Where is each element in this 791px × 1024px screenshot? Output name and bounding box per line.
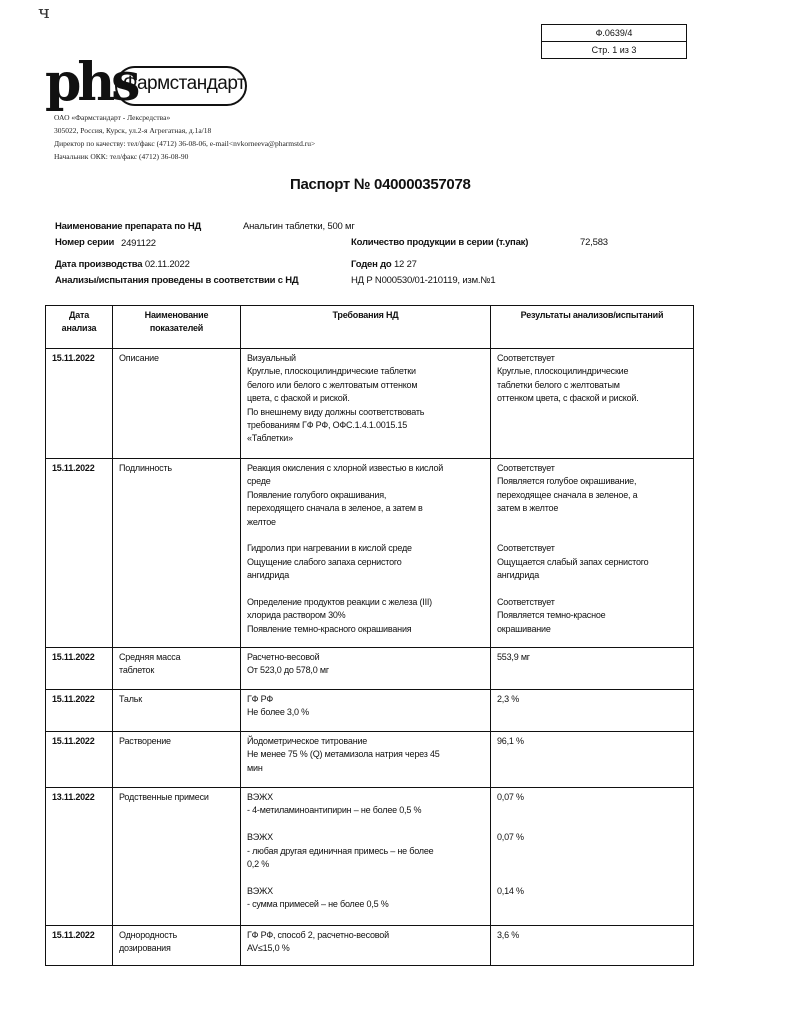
- form-code: Ф.0639/4: [542, 25, 686, 42]
- analysis-value: НД Р N000530/01-210119, изм.№1: [351, 275, 496, 286]
- results-table: [45, 305, 694, 966]
- result: 2,3 %: [491, 690, 694, 732]
- table-row: [46, 732, 694, 788]
- analysis-date: 13.11.2022: [46, 788, 113, 926]
- analysis-date: 15.11.2022: [46, 459, 113, 648]
- header-results: Результаты анализов/испытаний: [491, 306, 694, 349]
- requirement: ГФ РФ Не более 3,0 %: [241, 690, 491, 732]
- table-row: [46, 648, 694, 690]
- requirement: Реакция окисления с хлорной известью в кислой среде Появление голубого окрашивания, переходящего сначала в зеленое, а затем в желтое Гидролиз при нагревании в кислой среде Ощущение слабого запаха сернистого ангидрида Определение продуктов реакции с железа (III) хлорида раствором 30% Появление темно-красного окрашивания: [241, 459, 491, 648]
- prod-date-label: Дата производства: [55, 259, 143, 270]
- qty-value: 72,583: [580, 237, 608, 248]
- indicator-name: Средняя масса таблеток: [113, 648, 241, 690]
- company-address: 305022, Россия, Курск, ул.2-я Агрегатная, д.1а/18: [54, 126, 212, 135]
- production-date: [55, 259, 190, 270]
- page-title: Паспорт № 040000357078: [290, 176, 471, 193]
- company-director: Директор по качеству: тел/факс (4712) 36-08-06, e-mail<nvkorneeva@pharmstd.ru>: [54, 139, 316, 148]
- handwritten-mark: ч: [38, 2, 50, 23]
- table-body: [46, 349, 694, 966]
- table-row: [46, 349, 694, 459]
- expiry-date: [351, 259, 417, 270]
- header-date: Дата анализа: [46, 306, 113, 349]
- table-row: [46, 926, 694, 966]
- table-row: [46, 459, 694, 648]
- analysis-date: 15.11.2022: [46, 349, 113, 459]
- expiry-label: Годен до: [351, 259, 392, 270]
- page-number: Стр. 1 из 3: [591, 45, 637, 55]
- analysis-date: 15.11.2022: [46, 926, 113, 966]
- analysis-date: 15.11.2022: [46, 648, 113, 690]
- drug-value: Анальгин таблетки, 500 мг: [243, 221, 355, 232]
- indicator-name: Описание: [113, 349, 241, 459]
- drug-label: Наименование препарата по НД: [55, 221, 202, 232]
- form-code-box: [541, 24, 687, 59]
- expiry-value: 12 27: [393, 259, 417, 270]
- table-row: [46, 788, 694, 926]
- requirement: Визуальный Круглые, плоскоцилиндрические таблетки белого или белого с желтоватым оттенком цвета, с фаской и риской. По внешнему виду должны соответствовать требованиям ГФ РФ, ОФС.1.4.1.0015.15 «Таблетки»: [241, 349, 491, 459]
- indicator-name: Родственные примеси: [113, 788, 241, 926]
- qty-label: Количество продукции в серии (т.упак): [351, 237, 529, 248]
- result: 0,07 % 0,07 % 0,14 %: [491, 788, 694, 926]
- logo-name: Фармстандарт: [123, 73, 246, 94]
- company-logo: [45, 52, 250, 113]
- indicator-name: Растворение: [113, 732, 241, 788]
- company-okk: Начальник ОКК: тел/факс (4712) 36-08-90: [54, 152, 189, 161]
- series-label: Номер серии: [55, 237, 115, 248]
- header-indicator: Наименование показателей: [113, 306, 241, 349]
- requirement: ВЭЖХ - 4-метиламиноантипирин – не более 0,5 % ВЭЖХ - любая другая единичная примесь – не более 0,2 % ВЭЖХ - сумма примесей – не более 0,5 %: [241, 788, 491, 926]
- indicator-name: Однородность дозирования: [113, 926, 241, 966]
- table-header-row: [46, 306, 694, 349]
- analysis-date: 15.11.2022: [46, 690, 113, 732]
- result: Соответствует Появляется голубое окрашивание, переходящее сначала в зеленое, а затем в желтое Соответствует Ощущается слабый запах сернистого ангидрида Соответствует Появляется темно-красное окрашивание: [491, 459, 694, 648]
- analysis-label: Анализы/испытания проведены в соответствии с НД: [55, 275, 299, 286]
- result: 96,1 %: [491, 732, 694, 788]
- result: 553,9 мг: [491, 648, 694, 690]
- result: 3,6 %: [491, 926, 694, 966]
- header-requirements: Требования НД: [241, 306, 491, 349]
- analysis-date: 15.11.2022: [46, 732, 113, 788]
- table-row: [46, 690, 694, 732]
- requirement: Расчетно-весовой От 523,0 до 578,0 мг: [241, 648, 491, 690]
- logo-mark: phs: [45, 52, 137, 113]
- prod-date-value: 02.11.2022: [144, 259, 190, 270]
- series-value: 2491122: [121, 238, 156, 249]
- indicator-name: Тальк: [113, 690, 241, 732]
- company-name: ОАО «Фармстандарт - Лексредства»: [54, 113, 171, 122]
- requirement: ГФ РФ, способ 2, расчетно-весовой AV≤15,0 %: [241, 926, 491, 966]
- requirement: Йодометрическое титрование Не менее 75 % (Q) метамизола натрия через 45 мин: [241, 732, 491, 788]
- indicator-name: Подлинность: [113, 459, 241, 648]
- result: Соответствует Круглые, плоскоцилиндрические таблетки белого с желтоватым оттенком цвета, с фаской и риской.: [491, 349, 694, 459]
